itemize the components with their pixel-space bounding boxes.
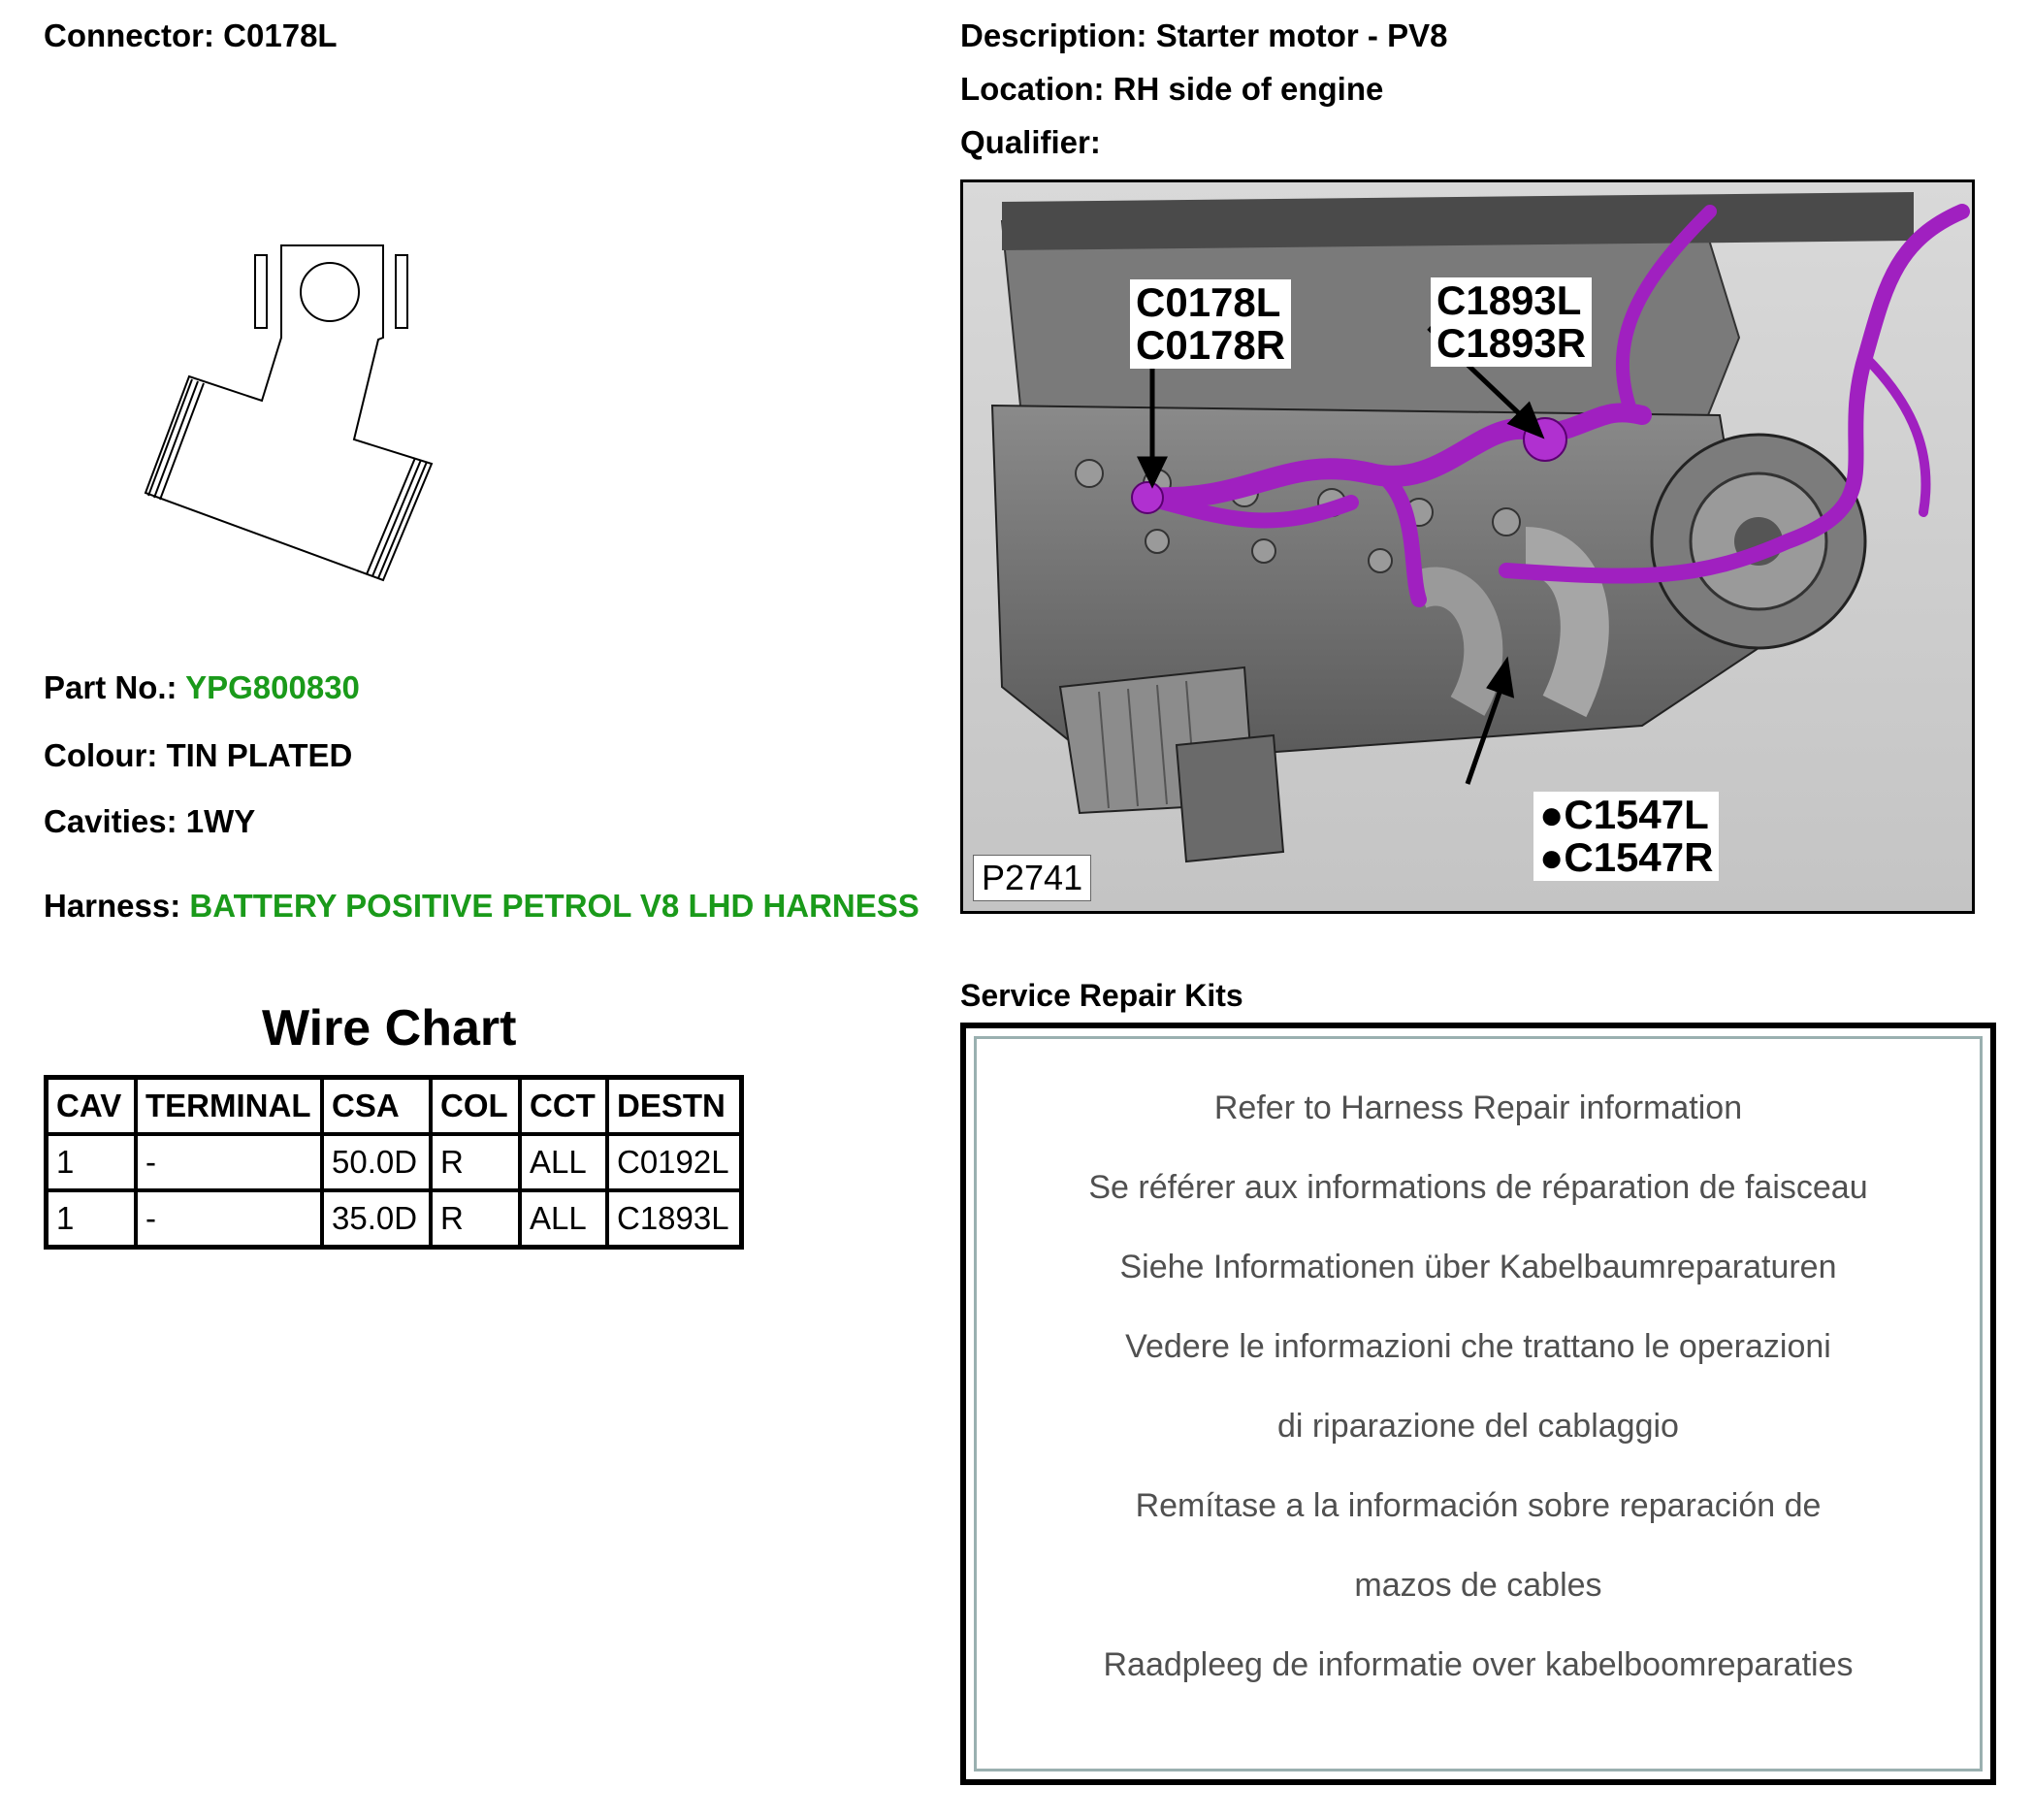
location-label: Location: [960, 71, 1105, 107]
harness-link[interactable]: BATTERY POSITIVE PETROL V8 LHD HARNESS [189, 888, 920, 924]
harness-row [44, 888, 920, 925]
terminal-cell: - [136, 1190, 322, 1248]
photo-reference: P2741 [973, 855, 1091, 901]
colour-row [44, 737, 352, 774]
callout-c1547l: ●C1547L [1539, 792, 1709, 837]
callout-c1547 [1533, 792, 1719, 881]
part-number-label: Part No.: [44, 669, 177, 705]
csa-cell: 35.0D [322, 1190, 431, 1248]
colour-value: TIN PLATED [166, 737, 353, 773]
kits-title: Service Repair Kits [960, 978, 1243, 1013]
destn-cell: C1893L [607, 1190, 742, 1248]
wire-chart-header-row [47, 1078, 742, 1135]
cav-cell: 1 [47, 1134, 137, 1190]
callout-c1893r: C1893R [1436, 320, 1587, 366]
description-value: Starter motor - PV8 [1155, 17, 1448, 53]
connector-value: C0178L [223, 17, 338, 53]
connector-terminal-drawing [136, 231, 446, 600]
kit-line-es-1: Remítase a la información sobre reparación de [1135, 1487, 1822, 1524]
col-cell: R [431, 1190, 520, 1248]
kits-box [960, 1023, 1996, 1785]
kit-line-de: Siehe Informationen über Kabelbaumreparaturen [1119, 1249, 1837, 1285]
kit-line-it-1: Vedere le informazioni che trattano le operazioni [1125, 1328, 1831, 1365]
connector-heading [44, 17, 338, 54]
callout-c1547r: ●C1547R [1539, 834, 1714, 880]
table-row [47, 1190, 742, 1248]
col-destn-header: DESTN [607, 1078, 742, 1135]
harness-label: Harness: [44, 888, 181, 924]
location-value: RH side of engine [1113, 71, 1384, 107]
kit-line-it-2: di riparazione del cablaggio [1277, 1408, 1679, 1445]
connector-label: Connector: [44, 17, 214, 53]
engine-location-photo [960, 179, 1975, 914]
cav-cell: 1 [47, 1190, 137, 1248]
description-label: Description: [960, 17, 1147, 53]
callout-c1893 [1431, 277, 1592, 367]
description-heading [960, 17, 1447, 54]
col-cell: R [431, 1134, 520, 1190]
cavities-label: Cavities: [44, 803, 177, 839]
terminal-cell: - [136, 1134, 322, 1190]
col-cav-header: CAV [47, 1078, 137, 1135]
colour-label: Colour: [44, 737, 158, 773]
col-cct-header: CCT [520, 1078, 607, 1135]
callout-c0178l: C0178L [1136, 279, 1281, 325]
qualifier-heading [960, 124, 1101, 161]
callout-c0178r: C0178R [1136, 322, 1286, 368]
destn-cell: C0192L [607, 1134, 742, 1190]
callout-c0178 [1130, 279, 1291, 369]
cavities-value: 1WY [185, 803, 256, 839]
kit-line-en: Refer to Harness Repair information [1213, 1089, 1743, 1126]
col-col-header: COL [431, 1078, 520, 1135]
wire-chart-table [44, 1075, 744, 1250]
csa-cell: 50.0D [322, 1134, 431, 1190]
location-heading [960, 71, 1383, 108]
callout-c1893l: C1893L [1436, 277, 1582, 323]
cct-cell: ALL [520, 1190, 607, 1248]
table-row [47, 1134, 742, 1190]
part-number-row [44, 669, 360, 706]
cct-cell: ALL [520, 1134, 607, 1190]
cavities-row [44, 803, 255, 840]
kits-inner-frame [974, 1036, 1983, 1771]
col-csa-header: CSA [322, 1078, 431, 1135]
col-terminal-header: TERMINAL [136, 1078, 322, 1135]
kit-line-fr: Se référer aux informations de réparation de faisceau [1088, 1169, 1868, 1206]
wire-chart-title: Wire Chart [262, 1000, 517, 1056]
part-number-link[interactable]: YPG800830 [185, 669, 360, 705]
qualifier-label: Qualifier: [960, 124, 1101, 160]
kit-line-es-2: mazos de cables [1354, 1567, 1602, 1604]
kit-line-nl: Raadpleeg de informatie over kabelboomreparaties [1103, 1646, 1854, 1683]
